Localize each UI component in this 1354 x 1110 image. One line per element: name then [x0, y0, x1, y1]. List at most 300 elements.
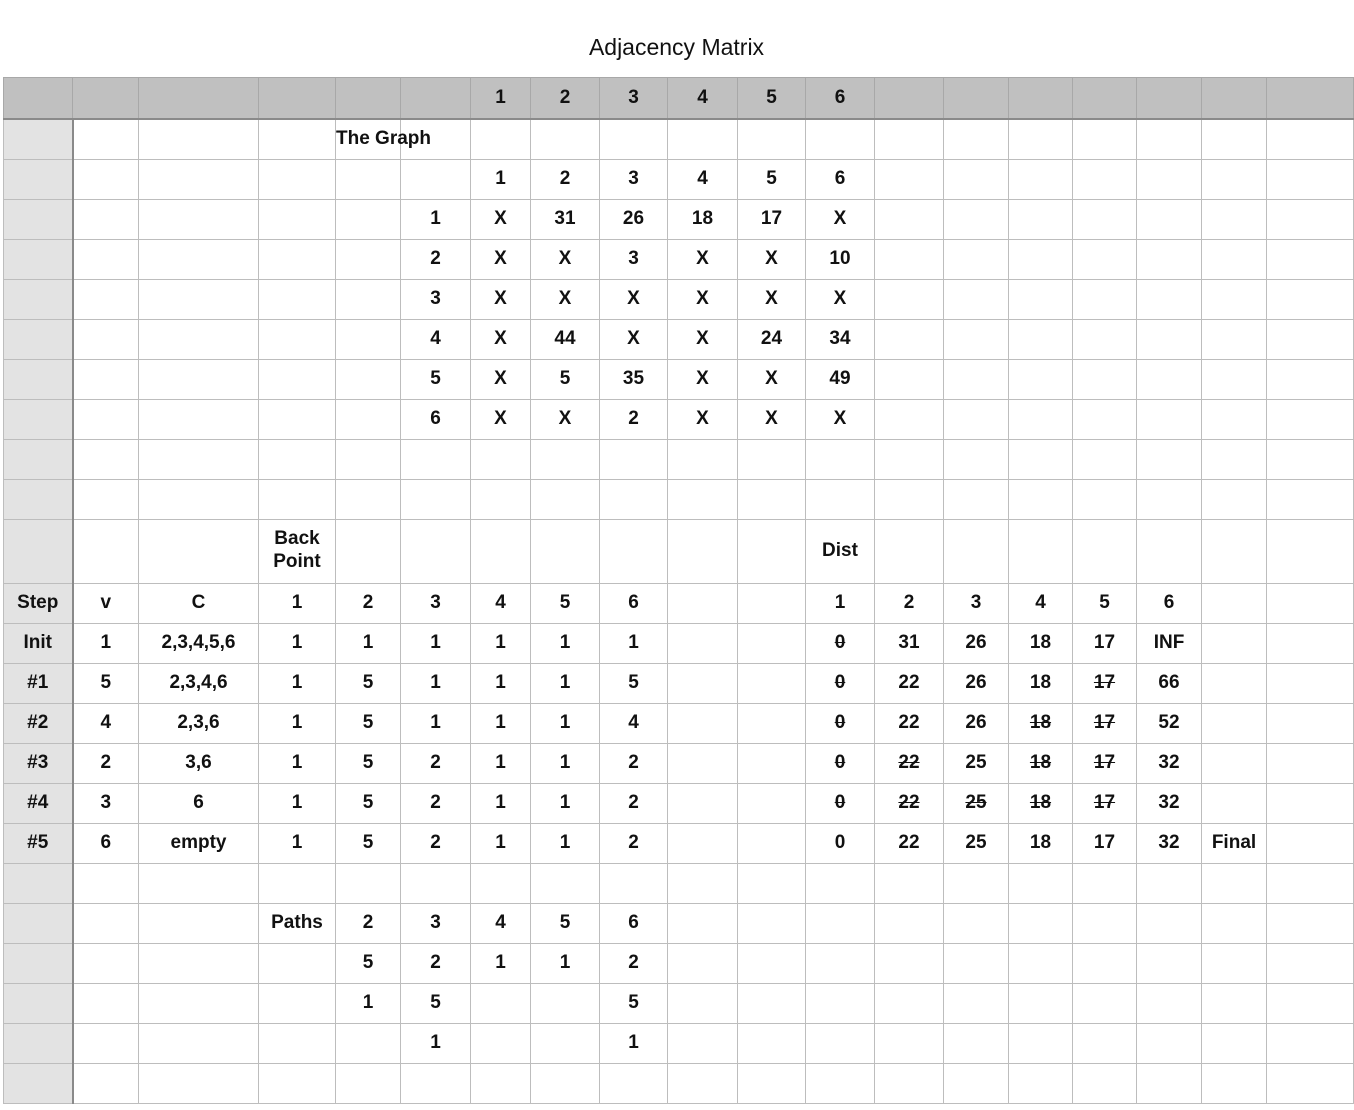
table-cell[interactable] [73, 399, 139, 439]
row-header-cell[interactable]: Init [4, 623, 73, 663]
table-cell[interactable] [401, 159, 471, 199]
table-cell[interactable] [1267, 703, 1354, 743]
table-cell[interactable]: 5 [600, 663, 668, 703]
table-cell[interactable] [471, 119, 531, 159]
table-cell[interactable]: 32 [1137, 823, 1202, 863]
table-cell[interactable] [73, 479, 139, 519]
table-cell[interactable] [336, 863, 401, 903]
table-cell[interactable] [1267, 663, 1354, 703]
table-cell[interactable] [738, 519, 806, 583]
table-cell[interactable] [531, 479, 600, 519]
table-cell[interactable] [336, 319, 401, 359]
table-cell[interactable] [1073, 399, 1137, 439]
table-cell[interactable] [738, 1063, 806, 1103]
table-cell[interactable]: 6 [1137, 583, 1202, 623]
row-header-cell[interactable]: Step [4, 583, 73, 623]
table-cell[interactable] [1137, 943, 1202, 983]
table-cell[interactable]: 2 [600, 399, 668, 439]
table-cell[interactable]: INF [1137, 623, 1202, 663]
table-cell[interactable] [600, 119, 668, 159]
table-cell[interactable] [1202, 623, 1267, 663]
column-header-cell[interactable] [73, 78, 139, 120]
table-cell[interactable] [1267, 583, 1354, 623]
table-cell[interactable] [336, 279, 401, 319]
table-cell[interactable]: 22 [875, 663, 944, 703]
table-cell[interactable]: 2,3,4,6 [139, 663, 259, 703]
table-cell[interactable]: X [600, 319, 668, 359]
table-cell[interactable]: 1 [471, 703, 531, 743]
table-cell[interactable]: 22 [875, 823, 944, 863]
table-cell[interactable] [1137, 1063, 1202, 1103]
table-cell[interactable] [738, 1023, 806, 1063]
table-cell[interactable] [1267, 359, 1354, 399]
table-cell[interactable] [806, 863, 875, 903]
table-cell[interactable]: 5 [73, 663, 139, 703]
table-cell[interactable] [139, 479, 259, 519]
table-cell[interactable]: 1 [471, 783, 531, 823]
table-cell[interactable]: 3 [73, 783, 139, 823]
table-cell[interactable] [73, 519, 139, 583]
table-cell[interactable] [806, 903, 875, 943]
table-cell[interactable]: 32 [1137, 743, 1202, 783]
table-cell[interactable]: 2 [336, 583, 401, 623]
table-cell[interactable]: 31 [531, 199, 600, 239]
table-cell[interactable] [471, 439, 531, 479]
table-cell[interactable]: Final [1202, 823, 1267, 863]
table-cell[interactable] [944, 239, 1009, 279]
table-cell[interactable] [1073, 903, 1137, 943]
table-cell[interactable] [336, 439, 401, 479]
table-cell[interactable]: X [471, 399, 531, 439]
table-cell[interactable] [73, 199, 139, 239]
table-cell[interactable]: 1 [531, 623, 600, 663]
table-cell[interactable]: 2 [401, 823, 471, 863]
table-cell[interactable] [139, 863, 259, 903]
table-cell[interactable]: 5 [336, 663, 401, 703]
table-cell[interactable] [668, 439, 738, 479]
table-cell[interactable]: 18 [1009, 783, 1073, 823]
table-cell[interactable] [738, 823, 806, 863]
table-cell[interactable]: 17 [738, 199, 806, 239]
table-cell[interactable]: 3 [944, 583, 1009, 623]
table-cell[interactable] [875, 239, 944, 279]
table-cell[interactable] [1202, 439, 1267, 479]
table-cell[interactable]: 1 [531, 783, 600, 823]
table-cell[interactable] [875, 983, 944, 1023]
table-cell[interactable]: 5 [531, 583, 600, 623]
table-cell[interactable]: 1 [259, 663, 336, 703]
table-cell[interactable] [1009, 159, 1073, 199]
table-cell[interactable] [531, 439, 600, 479]
table-cell[interactable] [401, 863, 471, 903]
table-cell[interactable] [73, 159, 139, 199]
table-cell[interactable] [73, 119, 139, 159]
table-cell[interactable]: C [139, 583, 259, 623]
table-cell[interactable] [1267, 319, 1354, 359]
table-cell[interactable] [875, 903, 944, 943]
table-cell[interactable] [738, 439, 806, 479]
table-cell[interactable] [944, 519, 1009, 583]
table-cell[interactable] [1267, 199, 1354, 239]
table-cell[interactable]: 1 [471, 743, 531, 783]
table-cell[interactable] [139, 519, 259, 583]
table-cell[interactable] [1009, 1023, 1073, 1063]
table-cell[interactable]: Paths [259, 903, 336, 943]
table-cell[interactable]: X [668, 279, 738, 319]
table-cell[interactable]: 6 [73, 823, 139, 863]
table-cell[interactable]: 2 [73, 743, 139, 783]
table-cell[interactable]: X [471, 319, 531, 359]
table-cell[interactable] [139, 903, 259, 943]
table-cell[interactable] [73, 1023, 139, 1063]
table-cell[interactable]: 6 [806, 159, 875, 199]
table-cell[interactable] [1073, 1023, 1137, 1063]
table-cell[interactable] [259, 239, 336, 279]
table-cell[interactable] [1202, 359, 1267, 399]
table-cell[interactable] [259, 479, 336, 519]
row-header-cell[interactable] [4, 159, 73, 199]
table-cell[interactable]: X [738, 399, 806, 439]
table-cell[interactable] [806, 119, 875, 159]
row-header-cell[interactable] [4, 439, 73, 479]
table-cell[interactable] [1137, 863, 1202, 903]
table-cell[interactable] [139, 239, 259, 279]
column-header-cell[interactable] [1267, 78, 1354, 120]
table-cell[interactable]: 17 [1073, 823, 1137, 863]
table-cell[interactable] [401, 439, 471, 479]
table-cell[interactable]: 5 [336, 823, 401, 863]
table-cell[interactable] [944, 983, 1009, 1023]
table-cell[interactable] [259, 159, 336, 199]
row-header-cell[interactable]: #5 [4, 823, 73, 863]
table-cell[interactable]: 5 [531, 903, 600, 943]
table-cell[interactable] [600, 479, 668, 519]
table-cell[interactable] [668, 519, 738, 583]
table-cell[interactable]: 31 [875, 623, 944, 663]
table-cell[interactable] [1073, 863, 1137, 903]
table-cell[interactable]: 18 [1009, 703, 1073, 743]
table-cell[interactable]: 26 [944, 703, 1009, 743]
table-cell[interactable] [1202, 119, 1267, 159]
table-cell[interactable]: 18 [668, 199, 738, 239]
table-cell[interactable]: 3 [600, 159, 668, 199]
column-header-cell[interactable] [875, 78, 944, 120]
table-cell[interactable] [875, 863, 944, 903]
table-cell[interactable] [1202, 319, 1267, 359]
row-header-cell[interactable] [4, 239, 73, 279]
table-cell[interactable]: 17 [1073, 703, 1137, 743]
table-cell[interactable] [1137, 1023, 1202, 1063]
table-cell[interactable]: 17 [1073, 623, 1137, 663]
table-cell[interactable] [471, 519, 531, 583]
table-cell[interactable] [1202, 583, 1267, 623]
table-cell[interactable] [944, 119, 1009, 159]
table-cell[interactable]: 0 [806, 703, 875, 743]
table-cell[interactable]: 1 [336, 623, 401, 663]
table-cell[interactable]: 25 [944, 743, 1009, 783]
table-cell[interactable]: X [600, 279, 668, 319]
table-cell[interactable] [259, 1063, 336, 1103]
table-cell[interactable]: 25 [944, 783, 1009, 823]
table-cell[interactable] [738, 783, 806, 823]
table-cell[interactable] [1009, 399, 1073, 439]
table-cell[interactable] [259, 863, 336, 903]
table-cell[interactable]: 2 [600, 823, 668, 863]
row-header-cell[interactable] [4, 1023, 73, 1063]
table-cell[interactable] [944, 479, 1009, 519]
table-cell[interactable] [1137, 479, 1202, 519]
table-cell[interactable]: 18 [1009, 663, 1073, 703]
column-header-cell[interactable] [1137, 78, 1202, 120]
table-cell[interactable] [471, 1023, 531, 1063]
table-cell[interactable]: 2 [401, 943, 471, 983]
column-header-cell[interactable]: 6 [806, 78, 875, 120]
column-header-cell[interactable] [401, 78, 471, 120]
row-header-cell[interactable] [4, 479, 73, 519]
table-cell[interactable] [139, 983, 259, 1023]
table-cell[interactable] [1073, 479, 1137, 519]
table-cell[interactable] [875, 279, 944, 319]
table-cell[interactable]: 2 [600, 743, 668, 783]
column-header-cell[interactable]: 1 [471, 78, 531, 120]
table-cell[interactable]: 1 [401, 199, 471, 239]
table-cell[interactable]: X [531, 239, 600, 279]
table-cell[interactable]: 3,6 [139, 743, 259, 783]
table-cell[interactable] [259, 1023, 336, 1063]
table-cell[interactable]: 0 [806, 783, 875, 823]
table-cell[interactable]: 3 [600, 239, 668, 279]
table-cell[interactable] [668, 623, 738, 663]
table-cell[interactable]: X [738, 239, 806, 279]
table-cell[interactable]: 5 [738, 159, 806, 199]
table-cell[interactable] [738, 623, 806, 663]
table-cell[interactable] [1137, 359, 1202, 399]
table-cell[interactable]: 2,3,6 [139, 703, 259, 743]
table-cell[interactable]: 1 [600, 623, 668, 663]
table-cell[interactable] [336, 519, 401, 583]
table-cell[interactable]: 1 [531, 823, 600, 863]
row-header-cell[interactable] [4, 1063, 73, 1103]
table-cell[interactable] [875, 1063, 944, 1103]
table-cell[interactable]: 2 [401, 239, 471, 279]
table-cell[interactable]: 6 [139, 783, 259, 823]
table-cell[interactable] [1137, 159, 1202, 199]
table-cell[interactable]: 5 [401, 359, 471, 399]
table-cell[interactable] [1137, 119, 1202, 159]
table-cell[interactable]: 49 [806, 359, 875, 399]
table-cell[interactable]: 4 [471, 903, 531, 943]
table-cell[interactable] [668, 743, 738, 783]
table-cell[interactable]: X [806, 399, 875, 439]
table-cell[interactable] [1202, 399, 1267, 439]
table-cell[interactable] [1202, 1063, 1267, 1103]
table-cell[interactable] [875, 159, 944, 199]
table-cell[interactable] [944, 439, 1009, 479]
column-header-cell[interactable]: 2 [531, 78, 600, 120]
table-cell[interactable] [1073, 519, 1137, 583]
table-cell[interactable]: 6 [401, 399, 471, 439]
table-cell[interactable] [944, 863, 1009, 903]
table-cell[interactable]: Dist [806, 519, 875, 583]
table-cell[interactable]: 2 [531, 159, 600, 199]
table-cell[interactable] [1202, 479, 1267, 519]
table-cell[interactable] [1009, 239, 1073, 279]
table-cell[interactable] [1073, 983, 1137, 1023]
table-cell[interactable] [73, 319, 139, 359]
table-cell[interactable]: X [668, 239, 738, 279]
table-cell[interactable]: 4 [73, 703, 139, 743]
table-cell[interactable]: 1 [471, 623, 531, 663]
table-cell[interactable] [738, 983, 806, 1023]
table-cell[interactable] [73, 279, 139, 319]
table-cell[interactable]: 1 [471, 943, 531, 983]
column-header-cell[interactable] [1202, 78, 1267, 120]
table-cell[interactable] [738, 119, 806, 159]
table-cell[interactable] [668, 119, 738, 159]
table-cell[interactable]: 1 [259, 823, 336, 863]
table-cell[interactable] [738, 943, 806, 983]
table-cell[interactable] [1202, 743, 1267, 783]
table-cell[interactable]: X [668, 319, 738, 359]
table-cell[interactable] [806, 983, 875, 1023]
table-cell[interactable] [1202, 519, 1267, 583]
table-cell[interactable] [668, 583, 738, 623]
table-cell[interactable]: 1 [259, 703, 336, 743]
table-cell[interactable]: 1 [531, 703, 600, 743]
table-cell[interactable] [1267, 119, 1354, 159]
table-cell[interactable] [259, 319, 336, 359]
table-cell[interactable] [1009, 519, 1073, 583]
table-cell[interactable] [1009, 319, 1073, 359]
table-cell[interactable] [1137, 983, 1202, 1023]
table-cell[interactable]: 22 [875, 743, 944, 783]
table-cell[interactable] [600, 439, 668, 479]
table-cell[interactable]: 18 [1009, 623, 1073, 663]
column-header-cell[interactable] [4, 78, 73, 120]
table-cell[interactable]: 26 [600, 199, 668, 239]
table-cell[interactable] [1267, 519, 1354, 583]
table-cell[interactable] [336, 479, 401, 519]
row-header-cell[interactable]: #2 [4, 703, 73, 743]
table-cell[interactable] [668, 943, 738, 983]
column-header-cell[interactable]: 5 [738, 78, 806, 120]
table-cell[interactable] [471, 863, 531, 903]
table-cell[interactable] [73, 239, 139, 279]
table-cell[interactable]: 66 [1137, 663, 1202, 703]
table-cell[interactable] [531, 983, 600, 1023]
table-cell[interactable] [668, 703, 738, 743]
row-header-cell[interactable]: #4 [4, 783, 73, 823]
table-cell[interactable] [1267, 399, 1354, 439]
table-cell[interactable] [668, 823, 738, 863]
row-header-cell[interactable] [4, 863, 73, 903]
table-cell[interactable] [1137, 439, 1202, 479]
row-header-cell[interactable] [4, 399, 73, 439]
table-cell[interactable]: X [668, 399, 738, 439]
table-cell[interactable] [259, 199, 336, 239]
table-cell[interactable]: 22 [875, 703, 944, 743]
table-cell[interactable] [336, 359, 401, 399]
table-cell[interactable] [1009, 119, 1073, 159]
row-header-cell[interactable] [4, 519, 73, 583]
table-cell[interactable]: 1 [401, 703, 471, 743]
table-cell[interactable] [471, 983, 531, 1023]
row-header-cell[interactable] [4, 199, 73, 239]
table-cell[interactable] [139, 1063, 259, 1103]
table-cell[interactable] [738, 703, 806, 743]
table-cell[interactable] [1202, 903, 1267, 943]
table-cell[interactable] [1202, 983, 1267, 1023]
table-cell[interactable] [531, 863, 600, 903]
table-cell[interactable] [738, 583, 806, 623]
table-cell[interactable] [1073, 199, 1137, 239]
table-cell[interactable] [944, 1063, 1009, 1103]
table-cell[interactable] [668, 783, 738, 823]
table-cell[interactable]: 3 [401, 279, 471, 319]
table-cell[interactable]: 2 [336, 903, 401, 943]
table-cell[interactable] [1137, 319, 1202, 359]
table-cell[interactable]: 44 [531, 319, 600, 359]
table-cell[interactable]: X [806, 199, 875, 239]
column-header-cell[interactable]: 4 [668, 78, 738, 120]
table-cell[interactable] [668, 863, 738, 903]
table-cell[interactable]: X [471, 239, 531, 279]
table-cell[interactable]: 5 [336, 783, 401, 823]
table-cell[interactable]: 2 [600, 943, 668, 983]
table-cell[interactable] [336, 1023, 401, 1063]
table-cell[interactable]: 4 [668, 159, 738, 199]
table-cell[interactable] [73, 943, 139, 983]
table-cell[interactable]: 0 [806, 623, 875, 663]
table-cell[interactable] [1009, 359, 1073, 399]
table-cell[interactable] [73, 903, 139, 943]
table-cell[interactable]: 18 [1009, 823, 1073, 863]
table-cell[interactable]: X [531, 279, 600, 319]
table-cell[interactable] [738, 743, 806, 783]
table-cell[interactable]: 2,3,4,5,6 [139, 623, 259, 663]
table-cell[interactable] [1267, 479, 1354, 519]
table-cell[interactable]: 0 [806, 663, 875, 703]
table-cell[interactable] [1137, 239, 1202, 279]
table-cell[interactable] [471, 479, 531, 519]
column-header-cell[interactable] [1009, 78, 1073, 120]
row-header-cell[interactable] [4, 943, 73, 983]
table-cell[interactable]: 1 [806, 583, 875, 623]
table-cell[interactable]: 25 [944, 823, 1009, 863]
table-cell[interactable] [139, 119, 259, 159]
table-cell[interactable] [1073, 943, 1137, 983]
table-cell[interactable] [531, 1023, 600, 1063]
table-cell[interactable]: 1 [259, 743, 336, 783]
table-cell[interactable] [1202, 199, 1267, 239]
column-header-cell[interactable] [944, 78, 1009, 120]
table-cell[interactable] [1267, 823, 1354, 863]
table-cell[interactable]: 1 [531, 743, 600, 783]
table-cell[interactable]: 2 [401, 783, 471, 823]
spreadsheet-grid[interactable] [3, 77, 1354, 1104]
table-cell[interactable]: X [806, 279, 875, 319]
table-cell[interactable] [600, 519, 668, 583]
table-cell[interactable] [738, 863, 806, 903]
table-cell[interactable] [139, 159, 259, 199]
table-cell[interactable] [1073, 119, 1137, 159]
table-cell[interactable] [139, 439, 259, 479]
row-header-cell[interactable] [4, 119, 73, 159]
table-cell[interactable]: X [668, 359, 738, 399]
table-cell[interactable] [1202, 239, 1267, 279]
table-cell[interactable]: 35 [600, 359, 668, 399]
table-cell[interactable]: 1 [600, 1023, 668, 1063]
